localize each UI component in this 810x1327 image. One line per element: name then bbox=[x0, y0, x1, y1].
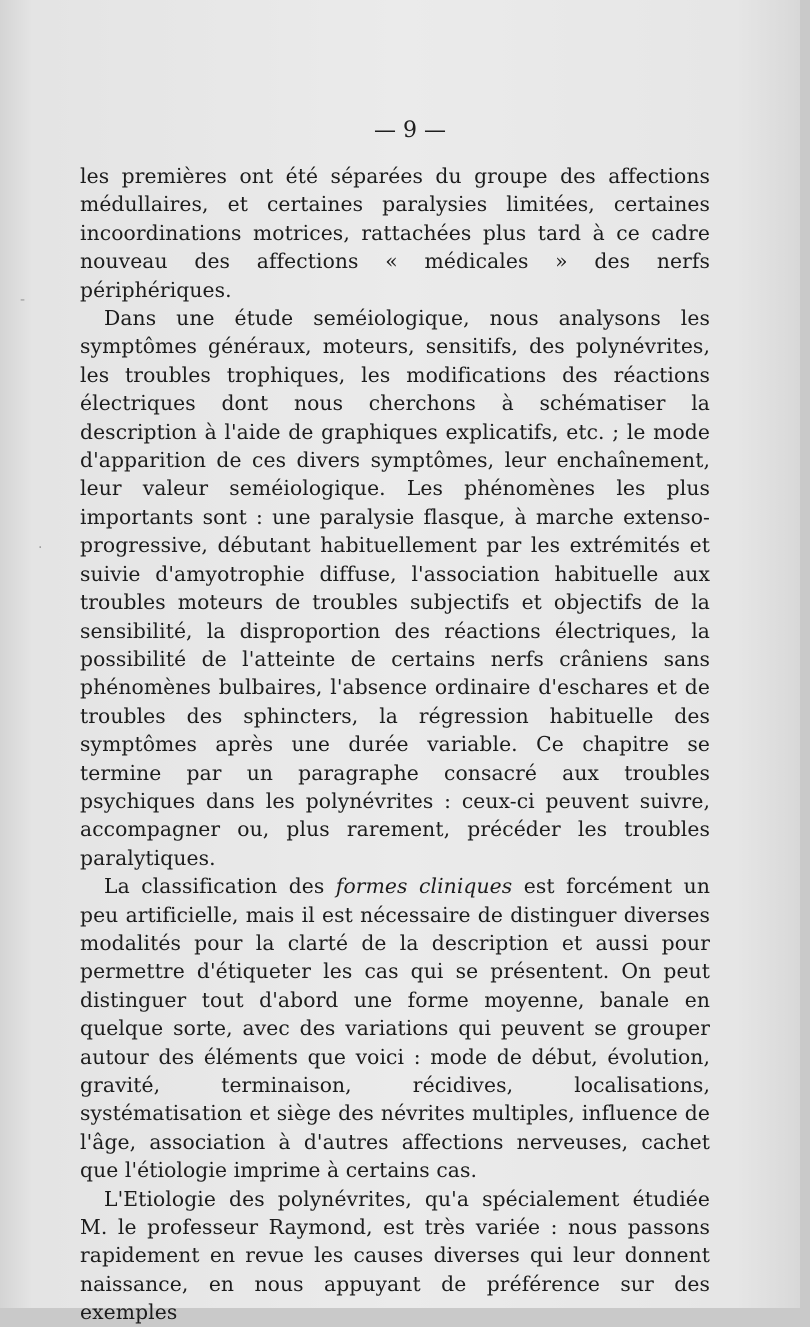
paragraph-etiology: L'Etiologie des polynévrites, qu'a spécialement étudiée M. le professeur Raymond, est très variée : nous passons rapidement en revue les causes diverses qui leur donnent naissance, en nous appuyant de préférence sur des exemples bbox=[80, 1186, 710, 1325]
body-text bbox=[80, 162, 710, 1327]
paragraph-clinical-forms bbox=[80, 872, 710, 1184]
page-number: — 9 — bbox=[374, 118, 446, 143]
paragraph-semeiology: Dans une étude seméiologique, nous analysons les symptômes généraux, moteurs, sensitifs, des polynévrites, les troubles trophiques, les modifications des réactions électriques dont nous cherchons à schématiser la description à l'aide de graphiques explicatifs, etc. ; le mode d'apparition de ces divers symptômes, leur enchaînement, leur valeur seméiologique. Les phénomènes les plus importants sont : une paralysie flasque, à marche extenso-progressive, débutant habituellement par les extrémités et suivie d'amyotrophie diffuse, l'association habituelle aux troubles moteurs de troubles subjectifs et objectifs de la sensibilité, la disproportion des réactions électriques, la possibilité de l'atteinte de certains nerfs crâniens sans phénomènes bulbaires, l'absence ordinaire d'eschares et de troubles des sphincters, la régression habituelle des symptômes après une durée variable. Ce chapitre se termine par un paragraphe consacré aux troubles psychiques dans les polynévrites : ceux-ci peuvent suivre, accompagner ou, plus rarement, précéder les troubles paralytiques. bbox=[80, 306, 710, 870]
paragraph-continuation: les premières ont été séparées du groupe des affections médullaires, et certaines paralysies limitées, certaines incoordinations motrices, rattachées plus tard à ce cadre nouveau des affections « médicales » des nerfs périphériques. bbox=[80, 164, 710, 302]
margin-dash: - bbox=[20, 292, 26, 308]
clinical-forms-emphasis: formes cliniques bbox=[335, 874, 513, 899]
paragraph-clinical-forms-rest: est forcément un peu artificielle, mais il est nécessaire de distinguer diverses modalités pour la clarté de la description et aussi pour permettre d'étiqueter les cas qui se présentent. On peut distinguer tout d'abord une forme moyenne, banale en quelque sorte, avec des variations qui peuvent se grouper autour des éléments que voici : mode de début, évolution, gravité, terminaison, récidives, localisations, systématisation et siège des névrites multiples, influence de l'âge, association à d'autres affections nerveuses, cachet que l'étiologie imprime à certains cas. bbox=[80, 874, 711, 1183]
margin-dot: · bbox=[38, 540, 43, 556]
paragraph-clinical-forms-lead: La classification des bbox=[104, 874, 336, 899]
